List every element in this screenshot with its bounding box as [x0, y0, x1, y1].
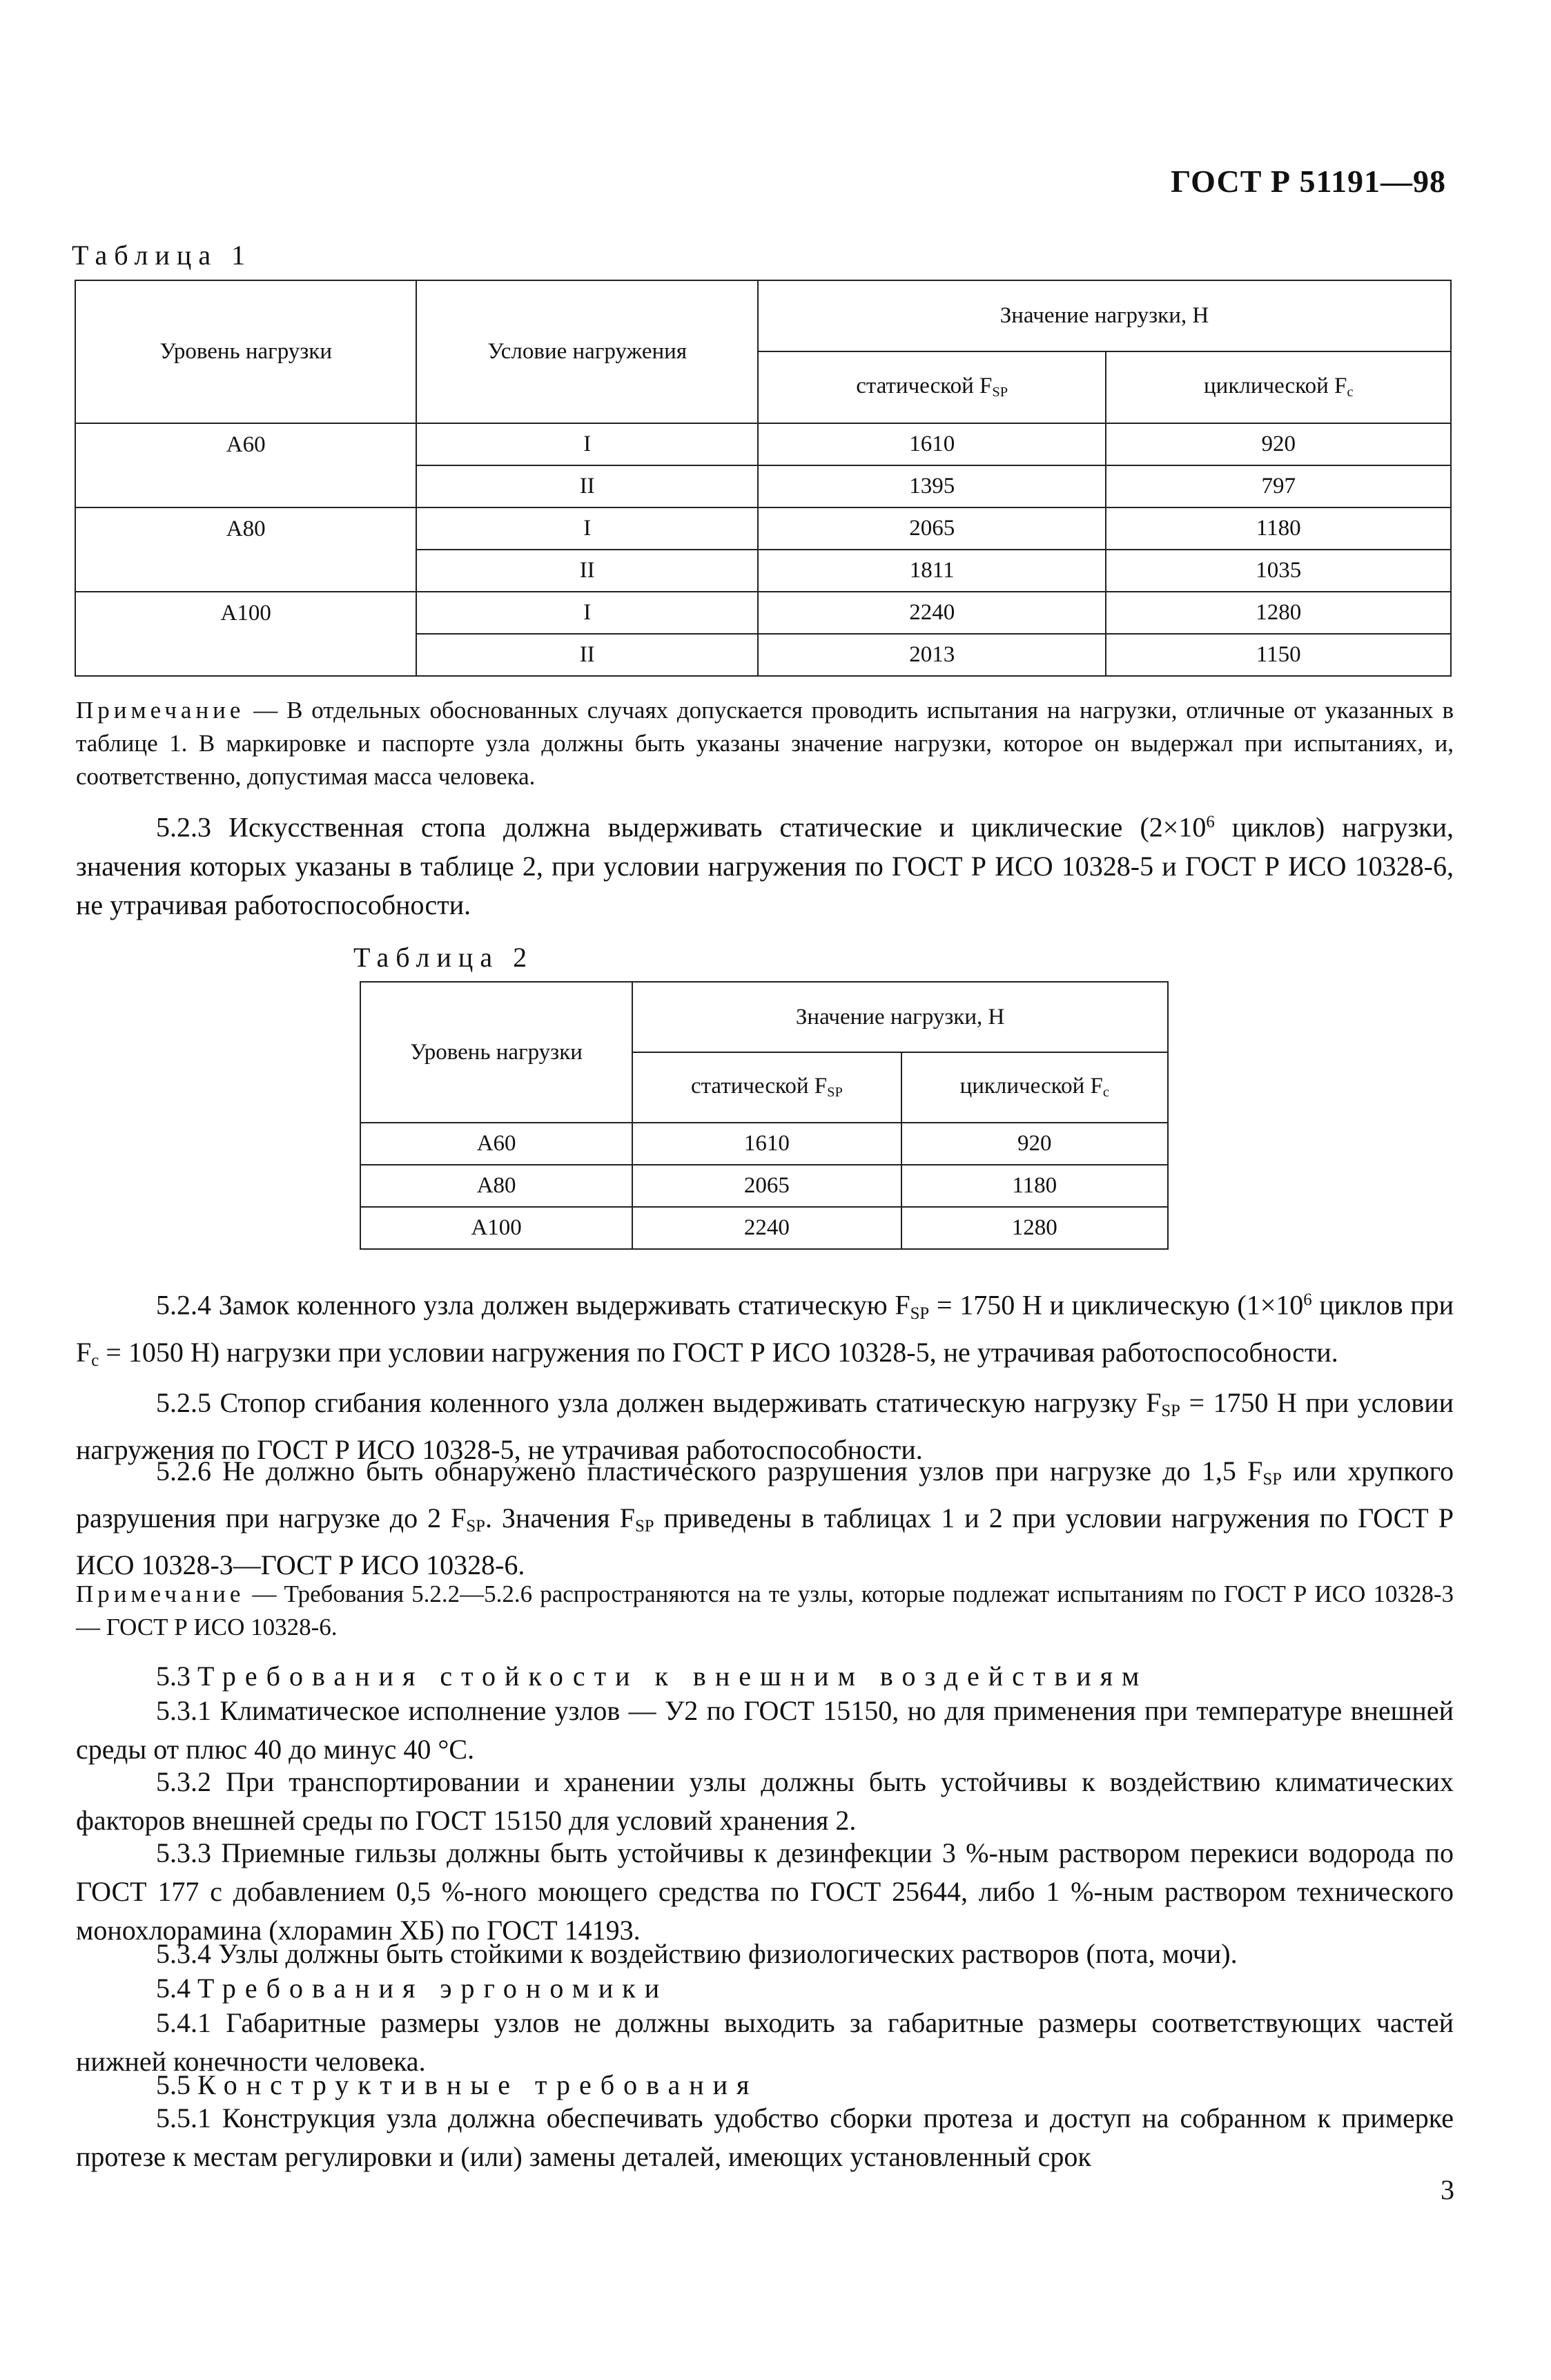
table2 — [360, 981, 1169, 1250]
table2-cell: 2065 — [632, 1165, 901, 1207]
table-row — [75, 592, 1451, 634]
table1-cell: 1395 — [758, 465, 1106, 507]
table-row — [75, 550, 1451, 592]
table1-cell: 797 — [1106, 465, 1451, 507]
paragraph-5-2-4: 5.2.4 Замок коленного узла должен выдерживать статическую $F_{SP} = 1750$ Н и циклическую ($1\times 10^6$ циклов при $F_c = 1050$ Н) нагрузки при условии нагружения по ГОСТ Р ИСО 10328-5, не утрачивая работоспособности. — [76, 1289, 1454, 1370]
table1-head-value: Значение нагрузки, Н — [758, 280, 1451, 351]
paragraph-5-2-5: 5.2.5 Стопор сгибания коленного узла должен выдерживать статическую нагрузку $F_{SP} = 1750$ Н при условии нагружения по ГОСТ Р ИСО 10328-5, не утрачивая работоспособности. — [76, 1387, 1454, 1466]
table2-cell: 2240 — [632, 1207, 901, 1249]
table-row — [360, 1207, 1168, 1249]
table1-cell: 1180 — [1106, 507, 1451, 550]
paragraph-5-4-1: 5.4.1 Габаритные размеры узлов не должны выходить за габаритные размеры соответствующих частей нижней конечности человека. — [76, 2007, 1454, 2077]
table1-cell: 1811 — [758, 550, 1106, 592]
table1-cell: A100 — [75, 592, 416, 634]
note-text: — Требования 5.2.2—5.2.6 распространяются на те узлы, которые подлежат испытаниям по ГОСТ Р ИСО 10328-3— ГОСТ Р ИСО 10328-6. — [76, 1580, 1454, 1641]
section-5-4-heading: 5.4 Требования эргономики — [156, 1973, 669, 2004]
table2-caption: Таблица 2 — [353, 942, 534, 973]
paragraph-5-3-2: 5.3.2 При транспортировании и хранении узлы должны быть устойчивы к воздействию климатических факторов внешней среды по ГОСТ 15150 для условий хранения 2. — [76, 1766, 1454, 1836]
table1-cell: 1150 — [1106, 634, 1451, 676]
table2-head-level: Уровень нагрузки — [360, 982, 632, 1123]
paragraph-5-2-6: 5.2.6 Не должно быть обнаружено пластического разрушения узлов при нагрузке до 1,5 $F_{SP}$ или хрупкого разрушения при нагрузке до 2 $F_{SP}$. Значения $F_{SP}$ приведены в таблицах 1 и 2 при условии нагружения по ГОСТ Р ИСО 10328-3—ГОСТ Р ИСО 10328-6. — [76, 1455, 1454, 1581]
table2-cell: 1280 — [901, 1207, 1168, 1249]
table-row — [360, 1123, 1168, 1165]
table1-cell: 1035 — [1106, 550, 1451, 592]
table1-head-condition: Условие нагружения — [416, 280, 758, 423]
table1-head-level: Уровень нагрузки — [75, 280, 416, 423]
note-1 — [76, 694, 1454, 793]
table2-cell: 1610 — [632, 1123, 901, 1165]
table1-head-static: статической $F_{SP}$ — [758, 351, 1106, 423]
paragraph-5-3-3: 5.3.3 Приемные гильзы должны быть устойчивы к дезинфекции 3 %-ным раствором перекиси водорода по ГОСТ 177 с добавлением 0,5 %-ного моющего средства по ГОСТ 25644, либо 1 %-ным раствором технического монохлорамина (хлорамин ХБ) по ГОСТ 14193. — [76, 1837, 1454, 1946]
table1-cell: 1610 — [758, 423, 1106, 465]
table1-cell — [75, 550, 416, 592]
table2-cell: 920 — [901, 1123, 1168, 1165]
table1-cell: A80 — [75, 507, 416, 550]
paragraph-5-3-4: 5.3.4 Узлы должны быть стойкими к воздействию физиологических растворов (пота, мочи). — [156, 1938, 1238, 1969]
paragraph-5-2-3: 5.2.3 Искусственная стопа должна выдерживать статические и циклические ($2\times 10^6$ циклов) нагрузки, значения которых указаны в таблице 2, при условии нагружения по ГОСТ Р ИСО 10328-5 и ГОСТ Р ИСО 10328-6, не утрачивая работоспособности. — [76, 811, 1454, 920]
section-5-3-heading: 5.3 Требования стойкости к внешним воздействиям — [156, 1661, 1149, 1692]
table1-cell: I — [416, 592, 758, 634]
table1-head-cyclic: циклической $F_c$ — [1106, 351, 1451, 423]
note-text: — В отдельных обоснованных случаях допускается проводить испытания на нагрузки, отличные от указанных в таблице 1. В маркировке и паспорте узла должны быть указаны значение нагрузки, которое он выдержал при испытаниях, и, соответственно, допустимая масса человека. — [76, 697, 1454, 790]
note-label: Примечание — [76, 697, 245, 724]
table2-head-cyclic: циклической $F_c$ — [901, 1052, 1168, 1123]
table2-head-value: Значение нагрузки, Н — [632, 982, 1168, 1052]
table-row — [75, 465, 1451, 507]
table1-cell: 2065 — [758, 507, 1106, 550]
note-label: Примечание — [76, 1580, 245, 1607]
table1-cell: II — [416, 465, 758, 507]
table1-cell: I — [416, 507, 758, 550]
document-header: ГОСТ Р 51191—98 — [1171, 164, 1446, 199]
table-row — [75, 507, 1451, 550]
table1-cell: 1280 — [1106, 592, 1451, 634]
section-5-5-heading: 5.5 Конструктивные требования — [156, 2069, 759, 2100]
table2-cell: A60 — [360, 1123, 632, 1165]
table1-cell — [75, 465, 416, 507]
table2-cell: A100 — [360, 1207, 632, 1249]
table1 — [75, 280, 1452, 677]
table2-cell: 1180 — [901, 1165, 1168, 1207]
page-number: 3 — [1441, 2174, 1454, 2205]
table2-head-static: статической $F_{SP}$ — [632, 1052, 901, 1123]
note-2 — [76, 1578, 1454, 1644]
table2-cell: A80 — [360, 1165, 632, 1207]
table-row — [75, 423, 1451, 465]
table1-cell — [75, 634, 416, 676]
table1-cell: II — [416, 550, 758, 592]
table1-cell: 920 — [1106, 423, 1451, 465]
table1-cell: 2240 — [758, 592, 1106, 634]
paragraph-5-5-1: 5.5.1 Конструкция узла должна обеспечивать удобство сборки протеза и доступ на собранном к примерке протезе к местам регулировки и (или) замены деталей, имеющих установленный срок — [76, 2102, 1454, 2172]
table1-cell: 2013 — [758, 634, 1106, 676]
table1-cell: I — [416, 423, 758, 465]
table-row — [360, 1165, 1168, 1207]
table1-caption: Таблица 1 — [72, 240, 253, 271]
table1-cell: A60 — [75, 423, 416, 465]
paragraph-5-3-1: 5.3.1 Климатическое исполнение узлов — У2 по ГОСТ 15150, но для применения при температуре внешней среды от плюс 40 до минус 40 °С. — [76, 1695, 1454, 1765]
table-row — [75, 634, 1451, 676]
table1-cell: II — [416, 634, 758, 676]
